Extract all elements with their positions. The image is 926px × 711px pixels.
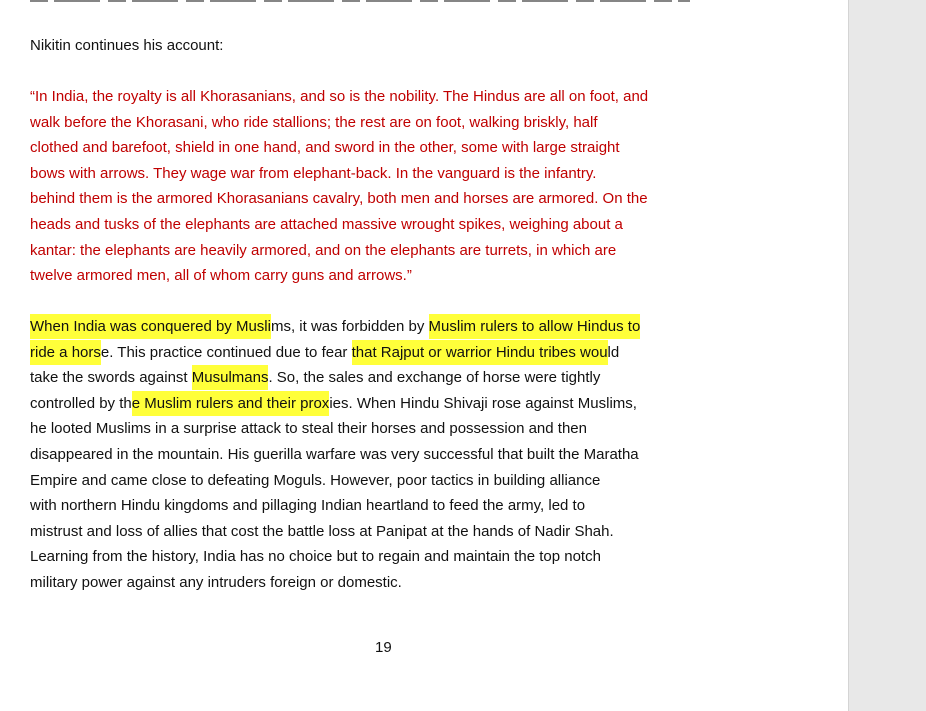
highlighted-text: e Muslim rulers and their prox xyxy=(131,394,330,412)
text-segment: he looted Muslims in a surprise attack to steal their horses and possession and then xyxy=(30,420,587,438)
body-line xyxy=(30,497,750,523)
text-segment: ms, it was forbidden by xyxy=(270,318,429,335)
highlighted-text: ride a hors xyxy=(30,343,101,361)
text-segment: e. This practice continued due to fear xyxy=(100,343,352,361)
highlighted-text: Musulmans xyxy=(191,369,269,387)
body-paragraph xyxy=(30,318,750,600)
text-segment: with northern Hindu kingdoms and pillaging Indian heartland to feed the army, led to xyxy=(30,497,586,515)
body-line xyxy=(30,472,750,498)
body-line xyxy=(30,369,750,395)
quote-line: “In India, the royalty is all Khorasanians, and so is the nobility. The Hindus are all on foot, and xyxy=(30,88,649,105)
body-line xyxy=(30,395,750,421)
body-line xyxy=(30,548,750,574)
text-segment: take the swords against xyxy=(30,369,192,387)
text-segment: military power against any intruders foreign or domestic. xyxy=(30,573,402,591)
quote-line: clothed and barefoot, shield in one hand, and sword in the other, some with large straight xyxy=(30,139,620,157)
text-segment: ies. When Hindu Shivaji rose against Muslims, xyxy=(329,394,637,412)
highlighted-text: When India was conquered by Musli xyxy=(30,318,271,335)
body-line xyxy=(30,574,750,600)
text-segment: ld xyxy=(607,343,620,361)
highlighted-text: that Rajput or warrior Hindu tribes wou xyxy=(351,343,608,361)
quote-line: bows with arrows. They wage war from elephant-back. In the vanguard is the infantry. xyxy=(30,164,597,182)
text-segment: Learning from the history, India has no choice but to regain and maintain the top notch xyxy=(30,548,601,566)
body-line xyxy=(30,318,750,344)
intro-paragraph: Nikitin continues his account: xyxy=(30,37,224,54)
workspace-gutter xyxy=(849,0,926,711)
text-segment: Empire and came close to defeating Moguls. However, poor tactics in building alliance xyxy=(30,471,601,489)
body-line xyxy=(30,420,750,446)
body-line xyxy=(30,523,750,549)
quote-line: heads and tusks of the elephants are attached massive wrought spikes, weighing about a xyxy=(30,215,623,233)
body-line xyxy=(30,446,750,472)
clipped-previous-line xyxy=(30,0,730,4)
quote-line: twelve armored men, all of whom carry guns and arrows.” xyxy=(30,267,412,285)
text-segment: controlled by th xyxy=(30,394,132,412)
body-line xyxy=(30,344,750,370)
page-number: 19 xyxy=(375,639,392,656)
text-segment: disappeared in the mountain. His guerilla warfare was very successful that built the Maratha xyxy=(30,445,639,463)
quote-line: behind them is the armored Khorasanians cavalry, both men and horses are armored. On the xyxy=(30,190,648,208)
text-segment: mistrust and loss of allies that cost the battle loss at Panipat at the hands of Nadir Shah. xyxy=(30,522,614,540)
quote-line: kantar: the elephants are heavily armored, and on the elephants are turrets, in which are xyxy=(30,241,617,259)
text-segment: . So, the sales and exchange of horse were tightly xyxy=(268,369,601,387)
highlighted-text: Muslim rulers to allow Hindus to xyxy=(428,318,641,335)
quote-paragraph xyxy=(30,88,750,293)
quote-line: walk before the Khorasani, who ride stallions; the rest are on foot, walking briskly, half xyxy=(30,113,598,131)
